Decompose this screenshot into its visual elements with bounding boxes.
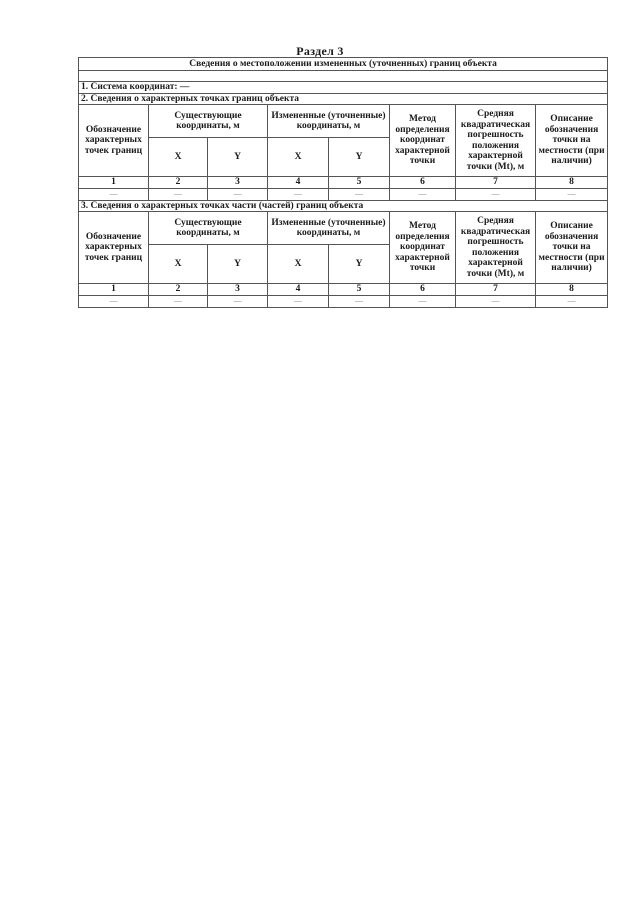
coord-system-row: 1. Система координат: — xyxy=(79,82,608,94)
header-changed-y: Y xyxy=(329,138,390,177)
part2-heading: 2. Сведения о характерных точках границ объекта xyxy=(79,93,608,105)
table-cell: — xyxy=(149,296,208,308)
table-cell: — xyxy=(208,189,268,201)
table-cell: — xyxy=(536,189,608,201)
blank-row xyxy=(79,71,608,82)
header-error: Средняя квадратическая погрешность положения характерной точки (Mt), м xyxy=(456,212,536,284)
column-number: 7 xyxy=(456,284,536,296)
column-number: 8 xyxy=(536,284,608,296)
part3-number-row xyxy=(79,284,608,296)
table-cell: — xyxy=(329,189,390,201)
column-number: 6 xyxy=(390,177,456,189)
column-number: 4 xyxy=(268,284,329,296)
column-number: 5 xyxy=(329,284,390,296)
header-existing: Существующие координаты, м xyxy=(149,212,268,245)
header-changed: Измененные (уточненные) координаты, м xyxy=(268,105,390,138)
part2-number-row xyxy=(79,177,608,189)
column-number: 2 xyxy=(149,177,208,189)
header-method: Метод определения координат характерной точки xyxy=(390,212,456,284)
column-number: 5 xyxy=(329,177,390,189)
column-number: 8 xyxy=(536,177,608,189)
part3-value-row xyxy=(79,296,608,308)
column-number: 2 xyxy=(149,284,208,296)
header-description: Описание обозначения точки на местности (при наличии) xyxy=(536,212,608,284)
part2-value-row xyxy=(79,189,608,201)
table-cell: — xyxy=(268,189,329,201)
table-cell: — xyxy=(536,296,608,308)
column-number: 1 xyxy=(79,177,149,189)
header-changed-x: X xyxy=(268,138,329,177)
header-changed-y: Y xyxy=(329,245,390,284)
header-method: Метод определения координат характерной точки xyxy=(390,105,456,177)
table-cell: — xyxy=(149,189,208,201)
column-number: 1 xyxy=(79,284,149,296)
column-number: 3 xyxy=(208,177,268,189)
header-existing-x: X xyxy=(149,245,208,284)
header-designation: Обозначение характерных точек границ xyxy=(79,105,149,177)
column-number: 6 xyxy=(390,284,456,296)
header-existing-y: Y xyxy=(208,245,268,284)
table-cell: — xyxy=(456,296,536,308)
table-title: Сведения о местоположении измененных (уточненных) границ объекта xyxy=(79,58,608,71)
header-changed-x: X xyxy=(268,245,329,284)
table-cell: — xyxy=(390,189,456,201)
table-cell: — xyxy=(268,296,329,308)
boundary-table xyxy=(78,57,608,308)
header-designation: Обозначение характерных точек границ xyxy=(79,212,149,284)
table-cell: — xyxy=(79,296,149,308)
header-changed: Измененные (уточненные) координаты, м xyxy=(268,212,390,245)
section-title: Раздел 3 xyxy=(296,44,344,58)
header-existing-y: Y xyxy=(208,138,268,177)
table-cell: — xyxy=(329,296,390,308)
header-error: Средняя квадратическая погрешность положения характерной точки (Mt), м xyxy=(456,105,536,177)
column-number: 7 xyxy=(456,177,536,189)
column-number: 4 xyxy=(268,177,329,189)
header-existing: Существующие координаты, м xyxy=(149,105,268,138)
header-description: Описание обозначения точки на местности (при наличии) xyxy=(536,105,608,177)
table-cell: — xyxy=(208,296,268,308)
table-cell: — xyxy=(390,296,456,308)
column-number: 3 xyxy=(208,284,268,296)
header-existing-x: X xyxy=(149,138,208,177)
part3-heading: 3. Сведения о характерных точках части (частей) границ объекта xyxy=(79,200,608,212)
table-cell: — xyxy=(456,189,536,201)
table-cell: — xyxy=(79,189,149,201)
